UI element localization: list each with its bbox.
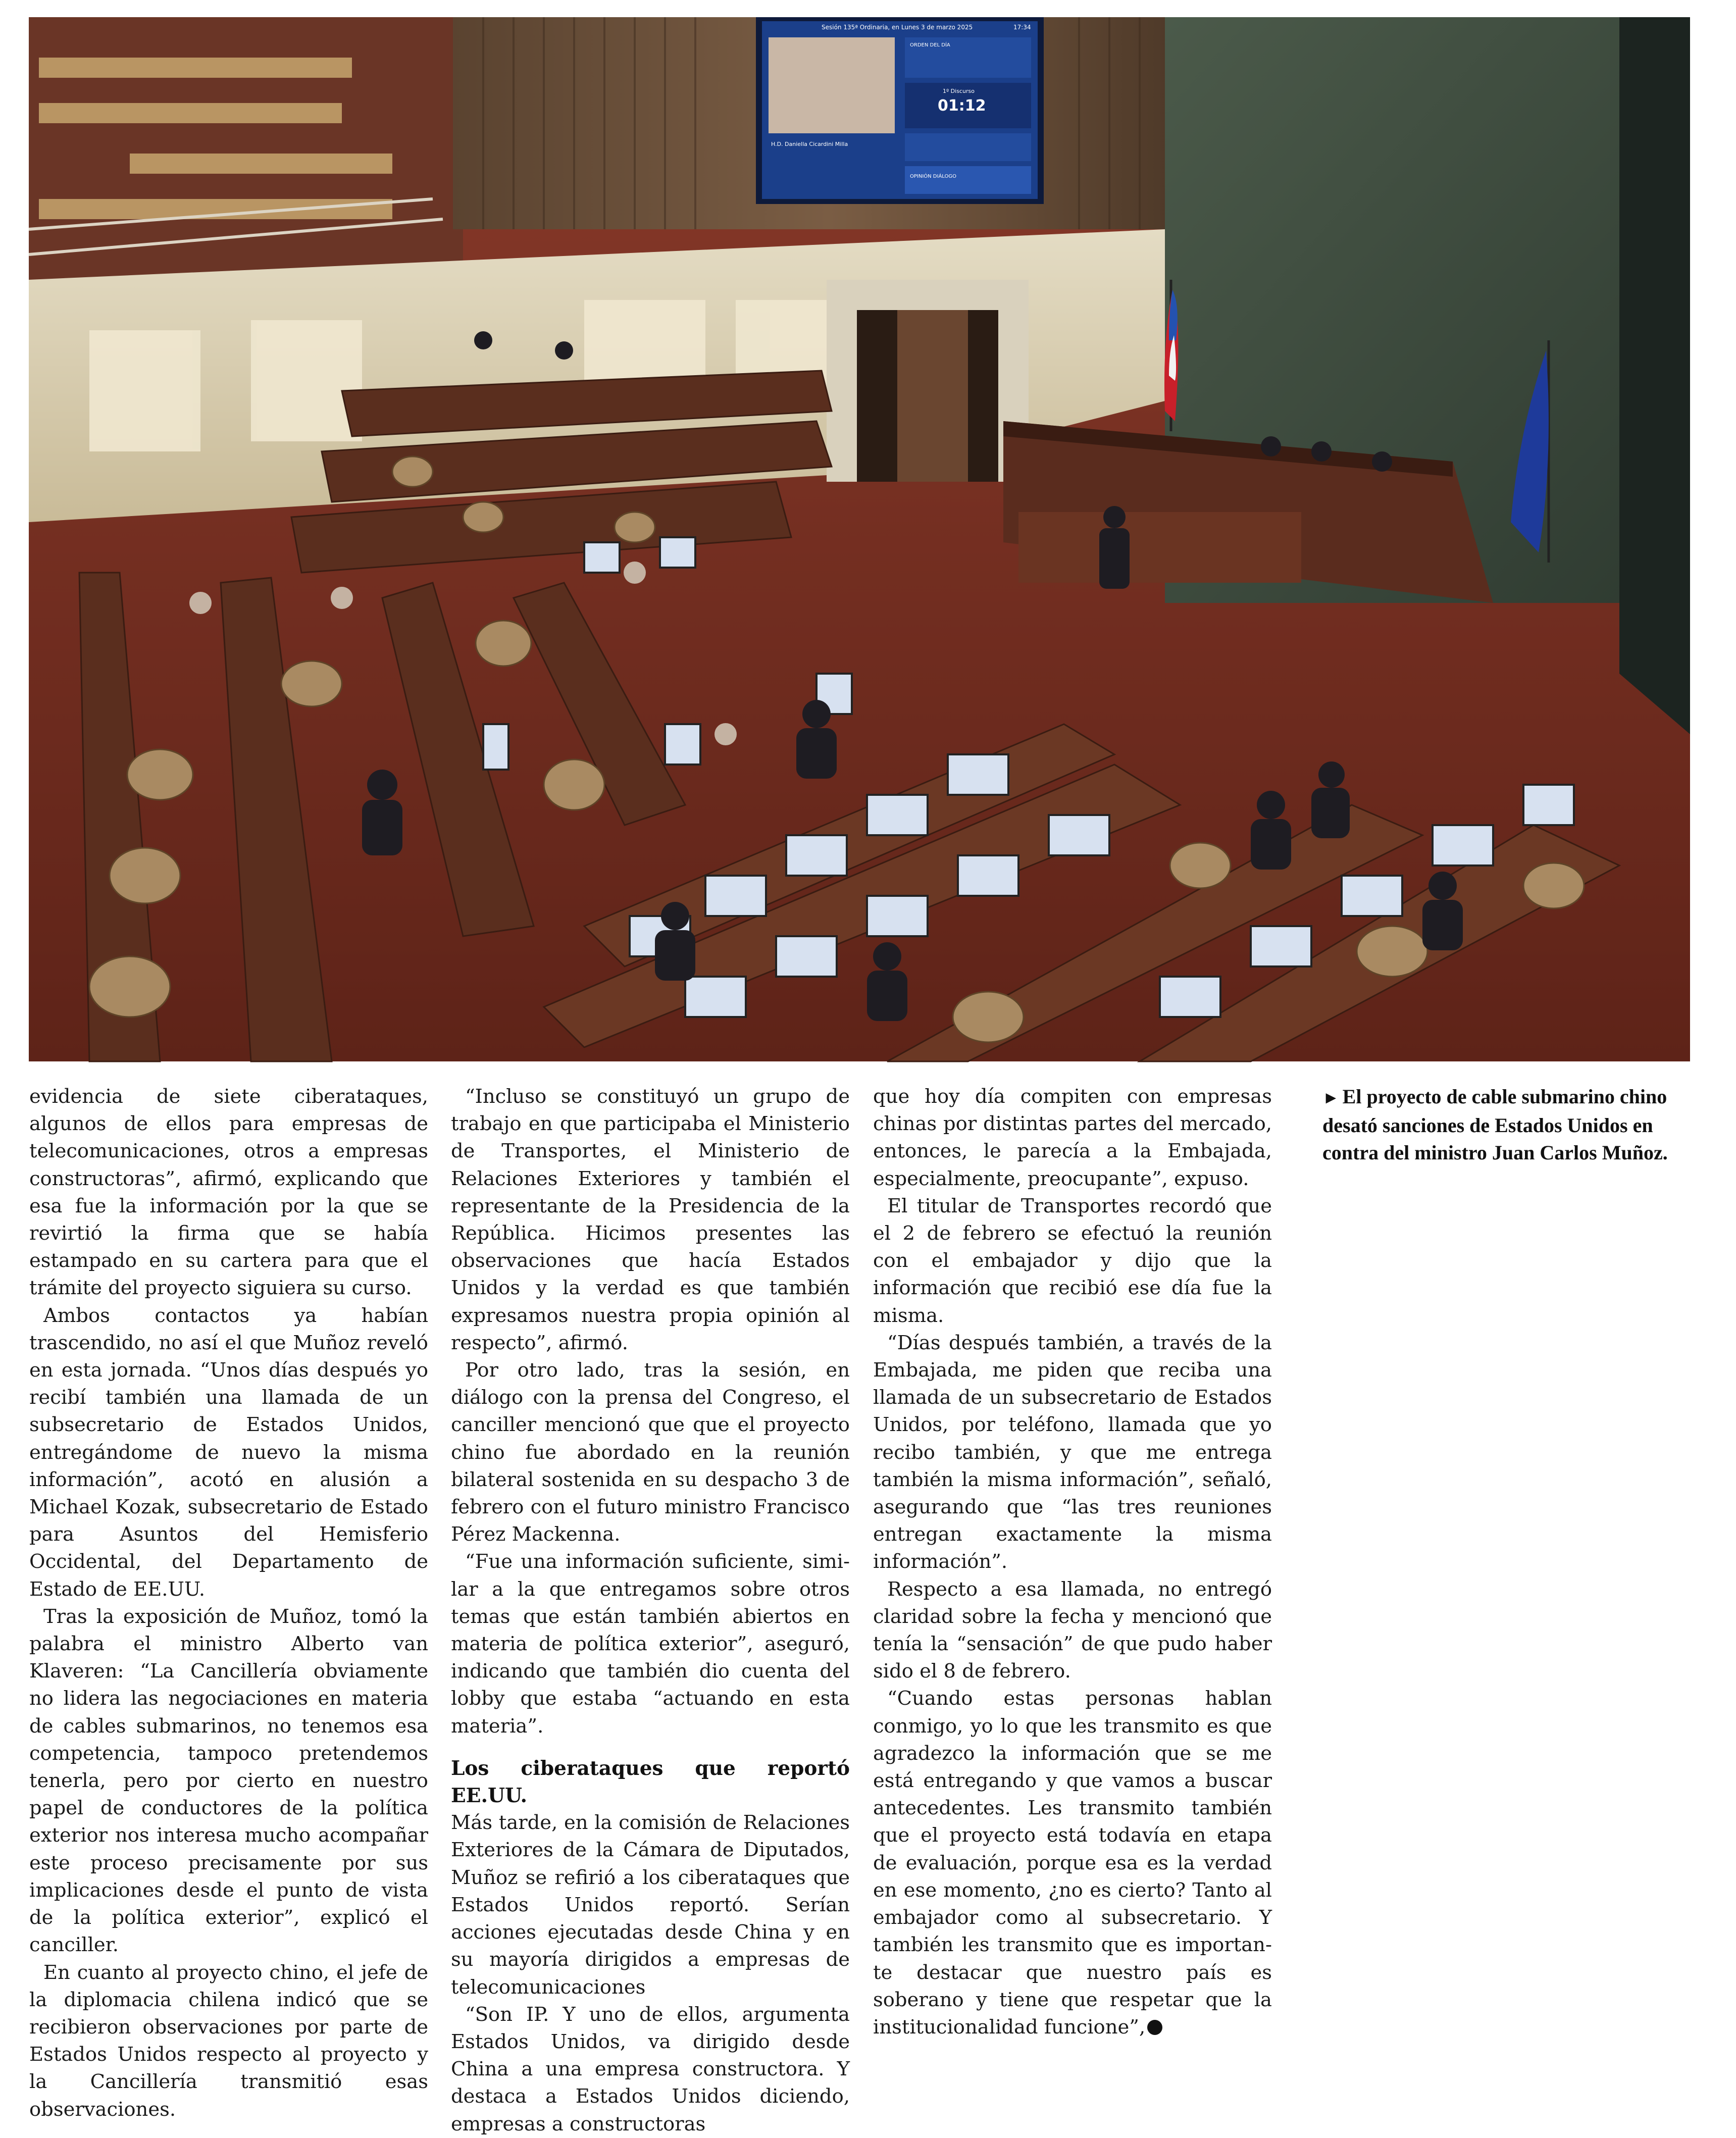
paragraph: que hoy día compiten con empresas chinas por distintas partes del mercado, entonces, le parecía a la Embajada, especialmente, preocupante”, expuso. <box>873 1085 1272 1190</box>
screen-agenda-label: ORDEN DEL DÍA <box>910 42 950 48</box>
screen-timer: 01:12 <box>938 97 986 115</box>
screen-footer-label: OPINIÓN DIÁLOGO <box>910 174 957 179</box>
paragraph: “Incluso se constituyó un grupo de trabajo en que participaba el Ministerio de Transportes, el Ministerio de Relaciones Exteriores y también el representante de la Presidencia de la República. Hicimos presentes las observaciones que hacía Estados Unidos y la verdad es que también expresamos nuestra propia opinión al respecto”, afirmó. <box>451 1085 850 1354</box>
chamber-photo <box>29 17 1690 1061</box>
screen-clock: 17:34 <box>1013 24 1031 31</box>
article-column-2 <box>451 1083 850 2138</box>
screen-speaker: H.D. Daniella Cicardini Milla <box>771 141 848 147</box>
paragraph: Ambos contactos ya habían trascendido, no así el que Muñoz reveló en esta jornada. “Unos días después yo recibí también una llamada de un subsecretario de Estados Unidos, entregándome de nuevo la misma información”, acotó en alusión a Michael Kozak, subsecretario de Estado para Asuntos del Hemisferio Occidental, del Departamento de Estado de EE.UU. <box>29 1304 428 1601</box>
paragraph: Respecto a esa llamada, no entregó claridad sobre la fecha y mencionó que tenía la “sensación” de que pudo haber sido el 8 de febrero. <box>873 1577 1272 1683</box>
paragraph: Por otro lado, tras la sesión, en diálogo con la prensa del Congreso, el canciller mencionó que que el proyecto chino fue abordado en la reunión bilateral sostenida en su despacho 3 de febrero con el futuro ministro Francisco Pérez Mackenna. <box>451 1359 850 1546</box>
photo-caption <box>1322 1083 1696 1166</box>
paragraph: “Fue una información suficiente, similar a la que entregamos sobre otros temas que están también abiertos en materia de política exterior”, aseguró, indicando que también dio cuenta del lobby que estaba “actuando en esta materia”. <box>451 1550 850 1738</box>
chamber-screen <box>756 17 1044 204</box>
caption-text: El proyecto de cable submarino chino desató sanciones de Estados Unidos en contra del ministro Juan Carlos Muñoz. <box>1322 1085 1668 1164</box>
end-mark-icon <box>1147 2020 1162 2035</box>
paragraph: “Días después también, a través de la Embajada, me piden que reciba una llamada de un subsecretario de Estados Unidos, por teléfono, llamada que yo recibo también, y que me entrega también la misma información”, señaló, asegurando que “las tres reuniones entregan exactamente la misma información”. <box>873 1331 1272 1573</box>
paragraph: En cuanto al proyecto chino, el jefe de la diplomacia chilena indicó que se recibieron observaciones por parte de Estados Unidos respecto al proyecto y la Cancillería transmitió esas observaciones. <box>29 1961 428 2121</box>
closing-paragraph-text: “Cuando estas personas hablan conmigo, yo lo que les transmito es que agradezco la información que se me está entregando y que vamos a buscar antecedentes. Les transmito también que el proyecto está todavía en etapa de evaluación, porque esa es la verdad en ese momento, ¿no es cierto? Tanto al embajador como al subsecretario. Y también les transmito que es importante destacar que nuestro país es soberano y tiene que respetar que la institucionalidad funcione”, <box>873 1687 1272 2039</box>
caption-triangle-icon: ► <box>1322 1089 1340 1107</box>
article-column-3 <box>873 1083 1272 2041</box>
screen-header: Sesión 135ª Ordinaria, en Lunes 3 de marzo 2025 <box>822 24 973 31</box>
paragraph: Tras la exposición de Muñoz, tomó la palabra el ministro Alberto van Klaveren: “La Cancillería obviamente no lidera las negociaciones en materia de cables submarinos, no tenemos esa competencia, tampoco pretendemos tenerla, pero por cierto en nuestro papel de conductores de la política exterior nos interesa mucho acompañar este proceso precisamente por sus implicaciones desde el punto de vista de la política exterior”, explicó el canciller. <box>29 1605 428 1957</box>
paragraph <box>873 1685 1272 2041</box>
paragraph: El titular de Transportes recordó que el 2 de febrero se efectuó la reunión con el embajador y dijo que la información que recibió ese día fue la misma. <box>873 1194 1272 1327</box>
paragraph: “Son IP. Y uno de ellos, argumenta Estados Unidos, va dirigido desde China a una empresa constructora. Y destaca a Estados Unidos diciendo, empresas a constructoras <box>451 2003 850 2135</box>
screen-timer-label: 1º Discurso <box>943 88 975 94</box>
paragraph: Más tarde, en la comisión de Relaciones Exteriores de la Cámara de Diputados, Muñoz se refirió a los ciberataques que Estados Unidos reportó. Serían acciones ejecutadas desde China y en su mayoría dirigidos a empresas de telecomunicaciones <box>451 1811 850 1999</box>
paragraph: evidencia de siete ciberataques, algunos de ellos para empresas de telecomunicaciones, otros a empresas constructoras”, afirmó, explicando que esa fue la información por la que se revirtió la firma que se había estampado en su cartera para que el trámite del proyecto siguiera su curso. <box>29 1085 428 1300</box>
article-column-1 <box>29 1083 428 2123</box>
section-heading: Los ciberataques que reportó EE.UU. <box>451 1756 850 1808</box>
